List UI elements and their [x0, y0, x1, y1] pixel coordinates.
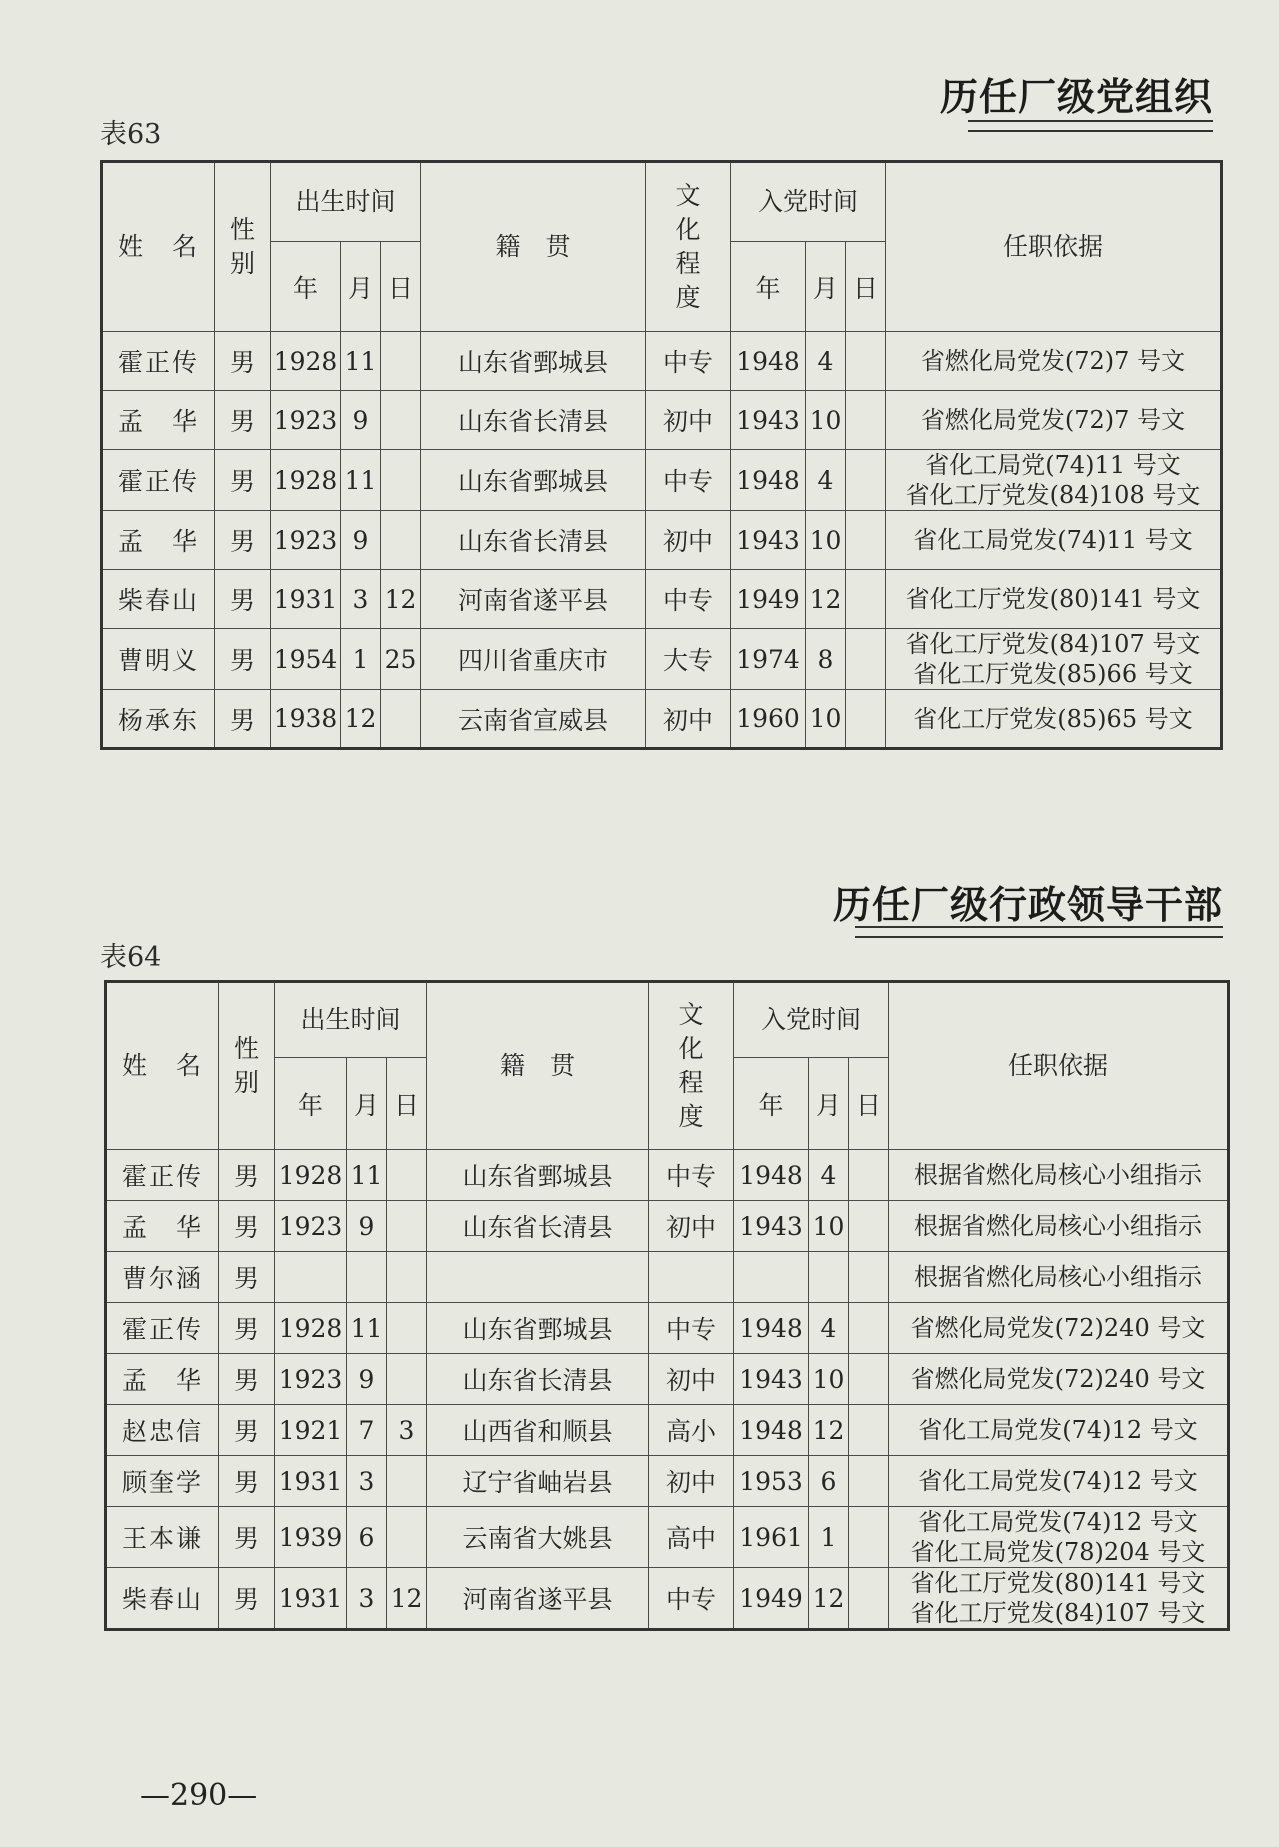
header-appointment-basis: 任职依据: [886, 162, 1222, 332]
gender-cell: 男: [215, 511, 271, 570]
gender-cell: 男: [219, 1354, 275, 1405]
gender-cell: 男: [215, 391, 271, 450]
basis-line-2: 省化工厅党发(84)108 号文: [905, 481, 1201, 509]
table-row: [102, 690, 1222, 749]
header-party-month: 月: [809, 1058, 849, 1150]
education-level-cell: 初中: [649, 1354, 734, 1405]
party-month-cell: 12: [809, 1568, 849, 1630]
birth-year-cell: 1923: [275, 1201, 347, 1252]
birth-year-cell: 1939: [275, 1507, 347, 1568]
party-day-cell: [846, 391, 886, 450]
basis-line-2: 省化工局党发(78)204 号文: [910, 1538, 1206, 1566]
party-year-cell: 1974: [731, 629, 806, 690]
basis-line: 省化工厅党发(80)141 号文: [910, 1569, 1206, 1597]
education-level-cell: 初中: [646, 511, 731, 570]
party-month-cell: 10: [806, 511, 846, 570]
table-row: [106, 1507, 1229, 1568]
birth-year-cell: 1928: [275, 1150, 347, 1201]
birth-month-cell: 3: [347, 1456, 387, 1507]
section-title-party: 历任厂级党组织: [939, 75, 1213, 119]
party-month-cell: 12: [809, 1405, 849, 1456]
basis-line: 省燃化局党发(72)7 号文: [920, 347, 1186, 375]
birth-year-cell: 1931: [275, 1568, 347, 1630]
party-month-cell: 10: [806, 391, 846, 450]
birth-year-cell: 1921: [275, 1405, 347, 1456]
party-day-cell: [849, 1150, 889, 1201]
appointment-basis-cell: [886, 450, 1222, 511]
header-party-year: 年: [731, 242, 806, 332]
native-place-cell: 河南省遂平县: [427, 1568, 649, 1630]
native-place-cell: 河南省遂平县: [421, 570, 646, 629]
header-party-day: 日: [849, 1058, 889, 1150]
party-year-cell: 1949: [734, 1568, 809, 1630]
person-name-cell: 杨承东: [102, 690, 215, 749]
birth-year-cell: 1923: [275, 1354, 347, 1405]
person-name-cell: 柴春山: [106, 1568, 219, 1630]
basis-line: 省化工局党发(74)12 号文: [918, 1508, 1198, 1536]
party-day-cell: [849, 1252, 889, 1303]
education-level-cell: 初中: [646, 690, 731, 749]
party-day-cell: [849, 1405, 889, 1456]
table-row: [106, 1150, 1229, 1201]
person-name-cell: 霍正传: [106, 1303, 219, 1354]
birth-month-cell: 3: [347, 1568, 387, 1630]
header-education: 文化程度: [649, 982, 734, 1150]
education-level-cell: 初中: [646, 391, 731, 450]
person-name-cell: 孟 华: [106, 1354, 219, 1405]
party-day-cell: [849, 1456, 889, 1507]
gender-cell: 男: [219, 1456, 275, 1507]
education-level-cell: 中专: [649, 1303, 734, 1354]
birth-year-cell: [275, 1252, 347, 1303]
birth-day-cell: [387, 1252, 427, 1303]
party-day-cell: [849, 1507, 889, 1568]
header-birth-year: 年: [275, 1058, 347, 1150]
appointment-basis-cell: [889, 1568, 1229, 1630]
birth-year-cell: 1931: [271, 570, 341, 629]
party-month-cell: 4: [809, 1303, 849, 1354]
person-name-cell: 顾奎学: [106, 1456, 219, 1507]
table-row: [106, 1456, 1229, 1507]
gender-cell: 男: [219, 1150, 275, 1201]
person-name-cell: 曹尔涵: [106, 1252, 219, 1303]
birth-month-cell: 11: [341, 450, 381, 511]
party-year-cell: 1948: [731, 332, 806, 391]
basis-line: 省化工厅党发(85)65 号文: [913, 704, 1193, 733]
header-party-day: 日: [846, 242, 886, 332]
party-month-cell: 8: [806, 629, 846, 690]
birth-day-cell: 12: [387, 1568, 427, 1630]
birth-year-cell: 1928: [271, 332, 341, 391]
table-label-63: 表63: [100, 119, 162, 150]
header-party-join: 入党时间: [731, 162, 886, 242]
basis-line: 根据省燃化局核心小组指示: [914, 1212, 1202, 1240]
birth-day-cell: [381, 391, 421, 450]
birth-year-cell: 1928: [271, 450, 341, 511]
table-row: [102, 391, 1222, 450]
appointment-basis-cell: [886, 629, 1222, 690]
header-party-month: 月: [806, 242, 846, 332]
header-birth-day: 日: [387, 1058, 427, 1150]
birth-month-cell: 3: [341, 570, 381, 629]
birth-day-cell: [387, 1507, 427, 1568]
header-birth-month: 月: [341, 242, 381, 332]
party-year-cell: 1948: [731, 450, 806, 511]
native-place-cell: 山东省鄄城县: [421, 332, 646, 391]
birth-year-cell: 1928: [275, 1303, 347, 1354]
party-year-cell: [734, 1252, 809, 1303]
table-row: [106, 1568, 1229, 1630]
header-native-place: 籍 贯: [421, 162, 646, 332]
education-level-cell: 中专: [646, 332, 731, 391]
birth-year-cell: 1923: [271, 391, 341, 450]
header-name: 姓 名: [102, 162, 215, 332]
appointment-basis-cell: [886, 332, 1222, 391]
education-level-cell: [649, 1252, 734, 1303]
appointment-basis-cell: [886, 391, 1222, 450]
party-year-cell: 1960: [731, 690, 806, 749]
gender-cell: 男: [219, 1568, 275, 1630]
gender-cell: 男: [219, 1252, 275, 1303]
person-name-cell: 霍正传: [106, 1150, 219, 1201]
person-name-cell: 柴春山: [102, 570, 215, 629]
appointment-basis-cell: [889, 1354, 1229, 1405]
native-place-cell: 山东省鄄城县: [421, 450, 646, 511]
table-63: [100, 160, 1223, 750]
header-birth-year: 年: [271, 242, 341, 332]
birth-month-cell: 9: [347, 1201, 387, 1252]
birth-day-cell: 12: [381, 570, 421, 629]
person-name-cell: 霍正传: [102, 450, 215, 511]
appointment-basis-cell: [889, 1150, 1229, 1201]
education-level-cell: 中专: [649, 1568, 734, 1630]
native-place-cell: 山东省长清县: [421, 391, 646, 450]
appointment-basis-cell: [889, 1405, 1229, 1456]
party-day-cell: [849, 1354, 889, 1405]
native-place-cell: 云南省大姚县: [427, 1507, 649, 1568]
basis-line: 省化工局党(74)11 号文: [925, 451, 1181, 479]
party-day-cell: [846, 332, 886, 391]
table-row: [106, 1201, 1229, 1252]
header-birth: 出生时间: [275, 982, 427, 1058]
birth-year-cell: 1954: [271, 629, 341, 690]
native-place-cell: 山西省和顺县: [427, 1405, 649, 1456]
table-64: [104, 980, 1230, 1631]
party-month-cell: 4: [809, 1150, 849, 1201]
basis-line: 省化工厅党发(80)141 号文: [905, 585, 1201, 613]
birth-day-cell: [387, 1303, 427, 1354]
header-party-year: 年: [734, 1058, 809, 1150]
header-gender: 性别: [219, 982, 275, 1150]
basis-line: 省燃化局党发(72)240 号文: [910, 1314, 1206, 1342]
party-year-cell: 1948: [734, 1150, 809, 1201]
birth-year-cell: 1923: [271, 511, 341, 570]
birth-day-cell: [381, 450, 421, 511]
person-name-cell: 孟 华: [106, 1201, 219, 1252]
person-name-cell: 霍正传: [102, 332, 215, 391]
birth-day-cell: [387, 1201, 427, 1252]
appointment-basis-cell: [889, 1252, 1229, 1303]
appointment-basis-cell: [886, 690, 1222, 749]
education-level-cell: 高小: [649, 1405, 734, 1456]
table-row: [106, 1252, 1229, 1303]
birth-day-cell: [381, 511, 421, 570]
education-level-cell: 高中: [649, 1507, 734, 1568]
education-level-cell: 初中: [649, 1201, 734, 1252]
gender-cell: 男: [219, 1201, 275, 1252]
table-row: [102, 332, 1222, 391]
party-year-cell: 1943: [734, 1201, 809, 1252]
header-birth-month: 月: [347, 1058, 387, 1150]
party-day-cell: [849, 1568, 889, 1630]
gender-cell: 男: [219, 1303, 275, 1354]
birth-month-cell: 9: [347, 1354, 387, 1405]
section-title-admin: 历任厂级行政领导干部: [832, 883, 1223, 927]
appointment-basis-cell: [889, 1303, 1229, 1354]
table-label-64: 表64: [100, 942, 162, 973]
party-month-cell: 4: [806, 450, 846, 511]
birth-year-cell: 1938: [271, 690, 341, 749]
birth-month-cell: 11: [341, 332, 381, 391]
education-level-cell: 中专: [646, 450, 731, 511]
native-place-cell: 山东省长清县: [427, 1354, 649, 1405]
gender-cell: 男: [215, 629, 271, 690]
birth-month-cell: 6: [347, 1507, 387, 1568]
basis-line: 省化工厅党发(84)107 号文: [905, 630, 1201, 658]
header-birth: 出生时间: [271, 162, 421, 242]
table-row: [106, 1405, 1229, 1456]
gender-cell: 男: [215, 570, 271, 629]
table-row: [102, 511, 1222, 570]
birth-month-cell: 9: [341, 511, 381, 570]
header-name: 姓 名: [106, 982, 219, 1150]
party-year-cell: 1949: [731, 570, 806, 629]
table-row: [102, 450, 1222, 511]
header-native-place: 籍 贯: [427, 982, 649, 1150]
appointment-basis-cell: [889, 1456, 1229, 1507]
birth-day-cell: [381, 332, 421, 391]
birth-month-cell: 7: [347, 1405, 387, 1456]
table-row: [102, 570, 1222, 629]
appointment-basis-cell: [889, 1507, 1229, 1568]
party-year-cell: 1948: [734, 1303, 809, 1354]
birth-year-cell: 1931: [275, 1456, 347, 1507]
education-level-cell: 中专: [649, 1150, 734, 1201]
party-day-cell: [849, 1303, 889, 1354]
party-year-cell: 1953: [734, 1456, 809, 1507]
party-year-cell: 1948: [734, 1405, 809, 1456]
person-name-cell: 曹明义: [102, 629, 215, 690]
party-day-cell: [846, 629, 886, 690]
header-gender: 性别: [215, 162, 271, 332]
party-day-cell: [846, 570, 886, 629]
party-month-cell: 10: [809, 1201, 849, 1252]
party-month-cell: 4: [806, 332, 846, 391]
party-day-cell: [846, 690, 886, 749]
gender-cell: 男: [219, 1405, 275, 1456]
header-birth-day: 日: [381, 242, 421, 332]
person-name-cell: 孟 华: [102, 391, 215, 450]
party-month-cell: 6: [809, 1456, 849, 1507]
appointment-basis-cell: [886, 511, 1222, 570]
basis-line: 省化工局党发(74)11 号文: [913, 526, 1193, 554]
gender-cell: 男: [215, 450, 271, 511]
party-year-cell: 1943: [731, 511, 806, 570]
native-place-cell: 辽宁省岫岩县: [427, 1456, 649, 1507]
education-level-cell: 中专: [646, 570, 731, 629]
header-party-join: 入党时间: [734, 982, 889, 1058]
page-number: —290—: [140, 1778, 258, 1813]
birth-day-cell: [387, 1150, 427, 1201]
birth-month-cell: [347, 1252, 387, 1303]
native-place-cell: 四川省重庆市: [421, 629, 646, 690]
education-level-cell: 初中: [649, 1456, 734, 1507]
party-month-cell: 10: [806, 690, 846, 749]
gender-cell: 男: [215, 690, 271, 749]
person-name-cell: 王本谦: [106, 1507, 219, 1568]
appointment-basis-cell: [886, 570, 1222, 629]
party-year-cell: 1943: [734, 1354, 809, 1405]
birth-month-cell: 1: [341, 629, 381, 690]
birth-month-cell: 11: [347, 1303, 387, 1354]
title-underline-party: [968, 120, 1213, 132]
table-row: [106, 1303, 1229, 1354]
birth-day-cell: 25: [381, 629, 421, 690]
basis-line-2: 省化工厅党发(85)66 号文: [913, 660, 1193, 688]
header-education: 文化程度: [646, 162, 731, 332]
party-year-cell: 1961: [734, 1507, 809, 1568]
birth-day-cell: 3: [387, 1405, 427, 1456]
basis-line: 省化工局党发(74)12 号文: [918, 1467, 1198, 1495]
party-day-cell: [849, 1201, 889, 1252]
basis-line: 省燃化局党发(72)240 号文: [910, 1365, 1206, 1393]
native-place-cell: [427, 1252, 649, 1303]
table-row: [102, 629, 1222, 690]
education-level-cell: 大专: [646, 629, 731, 690]
header-appointment-basis: 任职依据: [889, 982, 1229, 1150]
person-name-cell: 孟 华: [102, 511, 215, 570]
birth-day-cell: [381, 690, 421, 749]
native-place-cell: 山东省长清县: [421, 511, 646, 570]
appointment-basis-cell: [889, 1201, 1229, 1252]
birth-month-cell: 12: [341, 690, 381, 749]
party-month-cell: [809, 1252, 849, 1303]
native-place-cell: 山东省鄄城县: [427, 1303, 649, 1354]
party-month-cell: 10: [809, 1354, 849, 1405]
basis-line: 根据省燃化局核心小组指示: [914, 1161, 1202, 1189]
gender-cell: 男: [215, 332, 271, 391]
party-day-cell: [846, 511, 886, 570]
basis-line-2: 省化工厅党发(84)107 号文: [910, 1599, 1206, 1627]
birth-day-cell: [387, 1456, 427, 1507]
party-month-cell: 12: [806, 570, 846, 629]
native-place-cell: 山东省鄄城县: [427, 1150, 649, 1201]
table-row: [106, 1354, 1229, 1405]
gender-cell: 男: [219, 1507, 275, 1568]
party-month-cell: 1: [809, 1507, 849, 1568]
birth-month-cell: 11: [347, 1150, 387, 1201]
basis-line: 省燃化局党发(72)7 号文: [920, 406, 1186, 434]
title-underline-admin: [855, 926, 1223, 938]
basis-line: 省化工局党发(74)12 号文: [918, 1416, 1198, 1444]
person-name-cell: 赵忠信: [106, 1405, 219, 1456]
native-place-cell: 山东省长清县: [427, 1201, 649, 1252]
native-place-cell: 云南省宣威县: [421, 690, 646, 749]
party-year-cell: 1943: [731, 391, 806, 450]
basis-line: 根据省燃化局核心小组指示: [914, 1263, 1202, 1291]
birth-day-cell: [387, 1354, 427, 1405]
birth-month-cell: 9: [341, 391, 381, 450]
party-day-cell: [846, 450, 886, 511]
